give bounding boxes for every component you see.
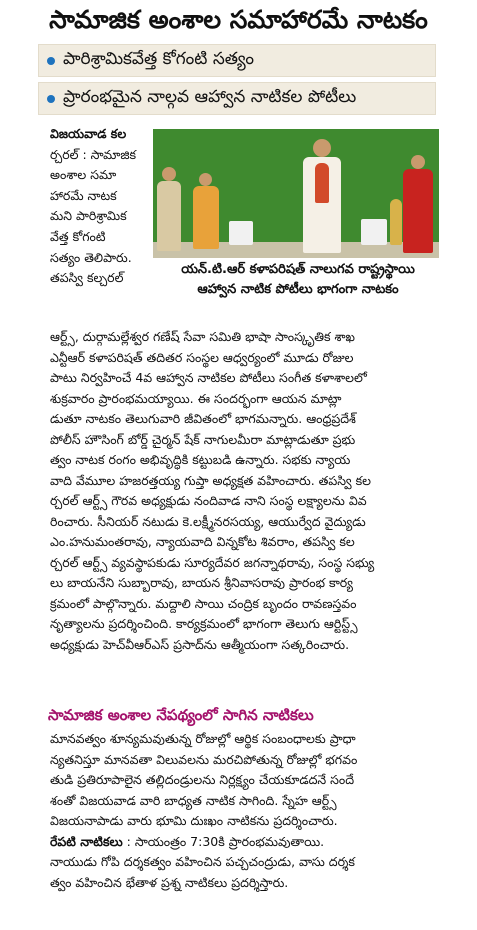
intro-line: వేత్త కోగంటి xyxy=(50,228,106,244)
body-line: వాది వేమూల హజరత్తయ్య గుప్తా అధ్యక్షత వహించారు. తపస్వి కల xyxy=(50,472,371,488)
body-line: నృత్యాలను ప్రదర్శించింది. కార్యక్రమంలో భాగంగా తెలుగు ఆర్టిస్ట్స్ xyxy=(50,616,358,631)
article-headline: సామాజిక అంశాల సమాహారమే నాటకం xyxy=(49,5,428,34)
body-line: న్యతనిస్తూ మానవతా విలువలను మరచిపోతున్న రోజుల్లో భగవం xyxy=(50,751,358,767)
highlight-item xyxy=(38,82,436,115)
chair-right xyxy=(361,219,387,245)
body-line: త్వం నాటక రంగం అభివృద్ధికి కట్టుబడి ఉన్నారు. సభకు న్యాయ xyxy=(50,452,351,467)
intro-line: హారమే నాటక xyxy=(50,187,117,203)
article-body xyxy=(50,327,436,655)
stage-prop xyxy=(390,199,402,245)
intro-line: మని పారిశ్రామిక xyxy=(50,208,127,224)
intro-line: తపస్వి కల్చరల్ xyxy=(50,270,124,286)
section-subheading: సామాజిక అంశాల నేపథ్యంలో సాగిన నాటికలు xyxy=(48,706,314,724)
stage-photo xyxy=(153,129,439,258)
body-line: క్రమంలో పాల్గొన్నారు. మద్దాలి సాయి చంద్రిక బృందం రావణస్తవం xyxy=(50,595,357,611)
body-line: శంతో విజయవాడ వారి బాధ్యత నాటిక సాగింది. స్నేహ ఆర్ట్స్ xyxy=(50,792,337,808)
chair-left xyxy=(229,221,253,245)
actor-figure xyxy=(403,169,433,253)
actor-head xyxy=(411,155,425,169)
body-line: మానవత్వం శూన్యమవుతున్న రోజుల్లో ఆర్థిక సంబంధాలకు ప్రాధా xyxy=(50,731,356,746)
photo-caption xyxy=(155,260,441,300)
highlights xyxy=(38,44,436,120)
highlight-text: పారిశ్రామికవేత్త కోగంటి సత్యం xyxy=(63,48,254,69)
body-line: విజయనాపాడు వారు భూమి దుఃఖం నాటికను ప్రదర్శించారు. xyxy=(50,813,338,828)
actor-head xyxy=(313,139,331,157)
body-line: ఎం.హనుమంతరావు, న్యాయవాది విన్నకోట శివరాం, తపస్వి కల xyxy=(50,534,355,549)
actor-head xyxy=(199,173,212,186)
intro-column xyxy=(50,124,148,289)
next-plays-line xyxy=(50,832,436,853)
body-line: లు బాయనేని సుబ్బారావు, బాయన శ్రీనివాసరావు ప్రారంభ కార్య xyxy=(50,575,353,590)
body-line: త్వం వహించిన భేతాళ ప్రశ్న నాటికలు ప్రదర్శిస్తారు. xyxy=(50,874,289,890)
actor-sash xyxy=(315,163,329,203)
bullet-dot-icon xyxy=(47,95,55,103)
actor-figure xyxy=(193,186,219,249)
body-line: పాటు నిర్వహించే 4వ ఆహ్వాన నాటికల పోటీలు సంగీత కళాశాలలో xyxy=(50,370,367,385)
next-plays-time: : సాయంత్రం 7:30కి ప్రారంభమవుతాయి. xyxy=(122,833,325,849)
second-section xyxy=(50,729,436,893)
body-line: ర్చరల్ ఆర్ట్స్ గౌరవ అధ్యక్షుడు నందివాడ నాని సంస్థ లక్ష్యాలను వివ xyxy=(50,493,367,508)
highlight-item xyxy=(38,44,436,77)
intro-line: ర్చరల్ : సామాజిక xyxy=(50,146,137,162)
highlight-text: ప్రారంభమైన నాల్గవ ఆహ్వాన నాటికల పోటీలు xyxy=(63,86,357,107)
caption-line: యన్.టి.ఆర్ కళాపరిషత్ నాలుగవ రాష్ట్రస్థాయి xyxy=(181,262,415,277)
body-line: ఆర్ట్స్, దుర్గామల్లేశ్వర గణేష్ సేవా సమితి భాషా సాంస్కృతిక శాఖ xyxy=(50,329,355,344)
caption-line: ఆహ్వాన నాటిక పోటీలు భాగంగా నాటకం xyxy=(197,282,399,297)
body-line: రించారు. సీనియర్ నటుడు కె.లక్ష్మీనరసయ్య, ఆయుర్వేద వైద్యుడు xyxy=(50,513,366,529)
body-line: అధ్యక్షుడు హెచ్‌వీఆర్‌ఎస్ ప్రసాద్‌ను ఆత్మీయంగా సత్కరించారు. xyxy=(50,636,350,652)
body-line: శుక్రవారం ప్రారంభమయ్యాయి. ఈ సందర్భంగా ఆయన మాట్లా xyxy=(50,390,342,406)
body-line: పోలీస్ హౌసింగ్ బోర్డ్ చైర్మన్ షేక్ నాగులమీరా మాట్లాడుతూ ప్రభు xyxy=(50,431,356,447)
bullet-dot-icon xyxy=(47,57,55,65)
body-line: డుతూ నాటకం తెలుగువారి జీవితంలో భాగమన్నారు. ఆంధ్రప్రదేశ్ xyxy=(50,411,356,426)
body-line: తుడి ప్రతిరూపాలైన తల్లిదండ్రులను నిర్లక్ష్యం చేయకూడదనే సందే xyxy=(50,772,355,787)
dateline: విజయవాడ కల xyxy=(50,126,127,141)
next-plays-label: రేపటి నాటికలు xyxy=(50,833,123,849)
intro-line: అంశాల సమా xyxy=(50,167,117,183)
intro-line: సత్యం తెలిపారు. xyxy=(50,249,132,265)
body-line: నాయుడు గోపి దర్శకత్వం వహించిన పచ్చచంద్రుడు, వాసు దర్శక xyxy=(50,854,355,869)
actor-head xyxy=(162,167,176,181)
body-line: ర్చరల్ ఆర్ట్స్ వ్యవస్థాపకుడు సూర్యదేవర జగన్నాథరావు, సంస్థ సభ్యు xyxy=(50,554,375,570)
actor-figure xyxy=(157,181,181,251)
body-line: ఎన్టీఆర్ కళాపరిషత్ తదితర సంస్థల ఆధ్వర్యంలో మూడు రోజుల xyxy=(50,349,354,365)
